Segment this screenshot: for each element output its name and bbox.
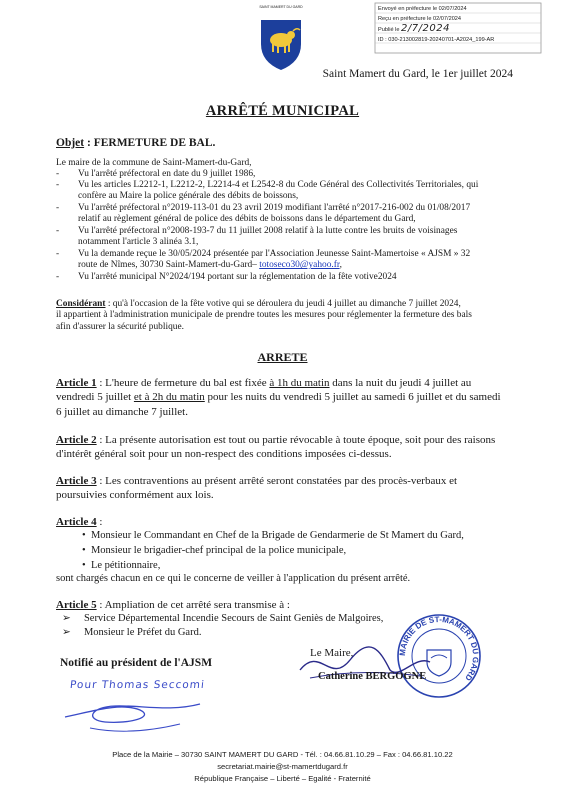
footer-motto: République Française – Liberté – Egalité - Fraternité [194, 774, 371, 783]
signatory-name: Catherine BERGOGNE [318, 671, 427, 682]
footer-address: Place de la Mairie – 30730 SAINT MAMERT DU GARD - Tél. : 04.66.81.10.29 – Fax : 04.66.81.10.22 [112, 750, 453, 759]
vu-item: - Vu les articles L2212-1, L2212-2, L2214-4 et L2542-8 du Code Général des Collectivités Territoriales, qui confère au Maire la police générale des débits de boissons, [56, 180, 479, 202]
page-title: ARRÊTÉ MUNICIPAL [205, 103, 360, 119]
article-4-item: • Le pétitionnaire, [82, 560, 161, 571]
vu-item: - Vu l'arrêté municipal N°2024/194 portant sur la réglementation de la fête votive2024 [56, 272, 397, 282]
place-date: Saint Mamert du Gard, le 1er juillet 2024 [322, 68, 513, 80]
stamp-recu: Reçu en préfecture le 02/07/2024 [378, 16, 462, 22]
stamp-publie: Publié le 2/7/2024 [378, 23, 450, 34]
vu-item: - Vu l'arrêté préfectoral en date du 9 juillet 1986, [56, 169, 256, 179]
footer-email: secretariat.mairie@st-mamertdugard.fr [217, 762, 348, 771]
article-4-item: • Monsieur le Commandant en Chef de la Brigade de Gendarmerie de St Mamert du Gard, [82, 530, 464, 541]
vu-item: - Vu l'arrêté préfectoral n°2019-113-01 du 23 avril 2019 modifiant l'arrêté n°2017-216-002 du 01/08/2017 relatif au règlement général de police des débits de boissons dans le département du Gard, [56, 203, 471, 225]
stamp-publie-handwritten: 2/7/2024 [401, 23, 450, 34]
article-2: Article 2 : La présente autorisation est tout ou partie révocable à toute époque, soit pour des raisons d'intérêt général soit pour un non-respect des conditions imposées ci-dessus. [56, 434, 496, 461]
article-1: Article 1 : L'heure de fermeture du bal est fixée à 1h du matin dans la nuit du jeudi 4 juillet au vendredi 5 juillet et à 2h du matin pour les nuits du vendredi 5 juillet au samedi 6 juillet et du samedi 6 juillet au dimanche 7 juillet. [56, 377, 501, 418]
svg-text:MAIRIE DE ST-MAMERT DU GARD: MAIRIE DE ST-MAMERT DU GARD [397, 614, 481, 683]
recipient-signature [60, 692, 210, 742]
article-5-item: ➢ Monsieur le Préfet du Gard. [62, 627, 202, 638]
article-3: Article 3 : Les contraventions au présent arrêté seront constatées par des procès-verbaux et poursuivies conformément aux lois. [56, 475, 458, 502]
objet-text: : FERMETURE DE BAL. [84, 137, 216, 149]
stamp-border [374, 2, 546, 54]
intro-line: Le maire de la commune de Saint-Mamert-du-Gard, [56, 158, 252, 168]
stamp-envoye: Envoyé en préfecture le 02/07/2024 [378, 6, 467, 12]
signature-role: Le Maire, [310, 647, 354, 659]
logo-caption: SAINT MAMERT DU GARD [259, 5, 303, 9]
email-link[interactable]: totoseco30@yahoo.fr [259, 260, 340, 271]
notification-line: Notifié au président de l'AJSM [60, 657, 213, 669]
handwritten-recipient: Pour Thomas Seccomi [69, 679, 206, 691]
stamp-id: ID : 030-213002819-20240701-A2024_199-AR [378, 37, 495, 43]
considerant-label: Considérant [56, 299, 106, 309]
considerant-paragraph: Considérant : qu'à l'occasion de la fête votive qui se déroulera du jeudi 4 juillet au dimanche 7 juillet 2024, il appartient à l'administration municipale de prendre toutes les mesures pour réglementer la fermeture des bals afin d'assurer la sécurité publique. [56, 299, 472, 332]
article-5-item: ➢ Service Départemental Incendie Secours de Saint Geniès de Malgoires, [62, 613, 384, 624]
vu-item: - Vu l'arrêté préfectoral n°2008-193-7 du 11 juillet 2008 relatif à la lutte contre les bruits de voisinages notamment l'article 3 alinéa 3.1, [56, 226, 458, 248]
article-4-closing: sont chargés chacun en ce qui le concerne de veiller à l'application du présent arrêté. [56, 573, 411, 584]
objet-label: Objet [56, 137, 85, 149]
article-5-heading: Article 5 : Ampliation de cet arrêté sera transmise à : [56, 599, 290, 611]
objet-line [56, 137, 215, 149]
vu-item: - Vu la demande reçue le 30/05/2024 présentée par l'Association Jeunesse Saint-Mamertoise « AJSM » 32 route de Nîmes, 30730 Saint-Mamert-du-Gard– totoseco30@yahoo.fr, [56, 249, 471, 271]
handwritten-signature [290, 640, 440, 690]
article-4-item: • Monsieur le brigadier-chef principal de la police municipale, [82, 545, 347, 556]
article-4-heading: Article 4 : [56, 516, 103, 528]
arrete-heading: ARRETE [257, 350, 308, 364]
town-crest-logo [258, 14, 304, 72]
